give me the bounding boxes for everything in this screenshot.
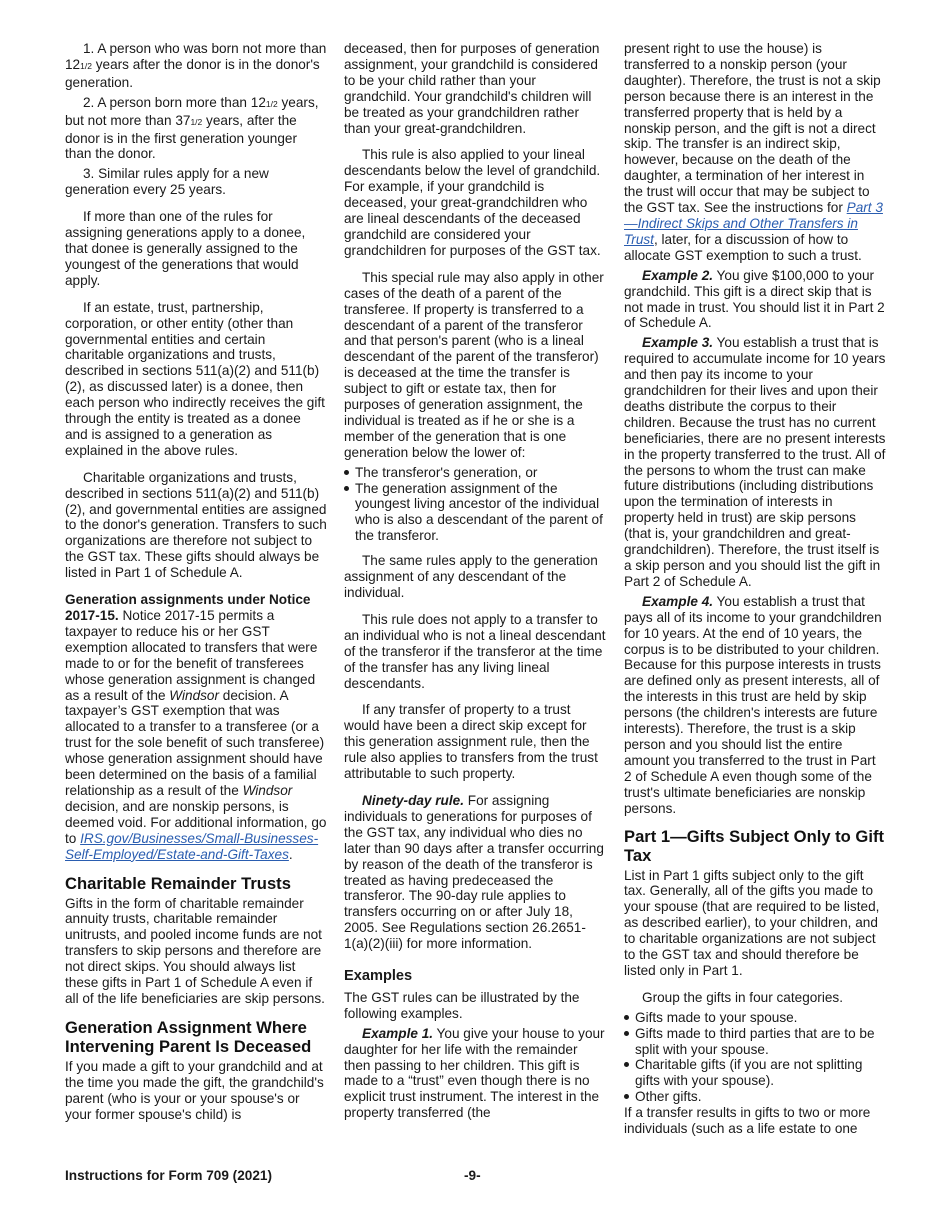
heading-part-1-gifts: Part 1—Gifts Subject Only to Gift Tax [624,826,884,865]
paragraph-any-transfer: If any transfer of property to a trust would have been a direct skip except for this generation assignment rule, then the rule also applies to transfers from the trust attributable to such property. [344,702,598,782]
paragraph-does-not-apply: This rule does not apply to a transfer to an individual who is not a lineal descendant of the transferor if the transferor at the time of the transfer has any living lineal descendants. [344,611,606,691]
paragraph-example-2: Example 2. You give $100,000 to your grandchild. This gift is a direct skip that is not made in trust. You should list it in Part 2 of Schedule A. [624,267,885,331]
paragraph-group-gifts: Group the gifts in four categories. [642,989,843,1005]
irs-estate-gift-taxes-link[interactable]: IRS.gov/Businesses/Small-Businesses-Self-Employed/Estate-and-Gift-Taxes [65,830,319,862]
generation-rule-3: 3. Similar rules apply for a new generation every 25 years. [65,166,269,198]
list-item: Gifts made to your spouse. [624,1010,886,1026]
paragraph-charitable-remainder: Gifts in the form of charitable remainder annuity trusts, charitable remainder unitrusts, and pooled income funds are not transfers to skip persons and therefore are not direct skips. You should always list these gifts in Part 1 of Schedule A even if all of the life beneficiaries are skip persons. [65,895,325,1006]
list-item: Charitable gifts (if you are not splitting gifts with your spouse). [624,1057,886,1089]
list-item: Other gifts. [624,1089,886,1105]
paragraph-example-3: Example 3. You establish a trust that is required to accumulate income for 10 years and then pay its income to your grandchildren for their lives and upon their deaths distribute the corpus to their children. Because the trust has no current beneficiaries, there are no present interests in the property transferred to the trust. All of the persons to whom the trust can make future distributions (including distributions upon the termination of interests in property held in trust) are skip persons (that is, your grandchildren and great-grandchildren). Therefore, the trust itself is a skip person and you should list the gift in Part 2 of Schedule A. [624,335,886,589]
bullet-icon [624,1094,629,1099]
footer-page-number: -9- [464,1168,481,1183]
ninety-day-run-in-heading: Ninety-day rule. [362,792,464,808]
paragraph-notice-2017-15: Generation assignments under Notice 2017-15. Notice 2017-15 permits a taxpayer to reduce his or her GST exemption allocated to transfers that were made to or for the benefit of transferees whose generation assignment is changed as a result of the Windsor decision. A taxpayer’s GST exemption that was allocated to a transfer to a transferee (or a trust for the sole benefit of such transferee) whose generation assignment should have been determined on the basis of a familial relationship as a result of the Windsor decision, and are nonskip persons, is deemed void. For additional information, go to IRS.gov/Businesses/Small-Businesses-Self-Employed/Estate-and-Gift-Taxes. [65,592,327,862]
list-item: The transferor's generation, or [344,465,606,481]
heading-generation-assignment-deceased: Generation Assignment Where Intervening Parent Is Deceased [65,1017,312,1056]
footer-form-title: Instructions for Form 709 (2021) [65,1168,272,1183]
column-3 [624,41,886,1148]
part-3-indirect-skips-link[interactable]: Part 3—Indirect Skips and Other Transfers in Trust [624,200,883,247]
paragraph-grandchild-gift: If you made a gift to your grandchild and at the time you made the gift, the grandchild's parent (who is your or your spouse's or your former spouse's child) is [65,1058,324,1122]
paragraph-part-1: List in Part 1 gifts subject only to the gift tax. Generally, all of the gifts you made to your spouse (that are required to be listed, as described earlier), to your children, and to charitable organizations are not subject to the GST tax and should therefore be listed only in Part 1. [624,867,880,978]
bullet-icon [344,470,349,475]
generation-rule-1: 1. A person who was born not more than 121/2 years after the donor is in the donor's generation. [65,41,327,90]
column-1 [65,41,327,1133]
generation-rule-2: 2. A person born more than 121/2 years, but not more than 371/2 years, after the donor is in the first generation younger than the donor. [65,94,319,162]
paragraph-example-1-continued: present right to use the house) is transferred to a nonskip person (your daughter). Therefore, the trust is not a skip person because there is an interest in the transferred property that is held by a nonskip person, and the gift is not a direct skip. The transfer is an indirect skip, however, because on the death of the daughter, a termination of her interest in the trust will occur that may be subject to the GST tax. See the instructions for Part 3—Indirect Skips and Other Transfers in Trust, later, for a discussion of how to allocate GST exemption to such a trust. [624,41,883,263]
paragraph-same-rules: The same rules apply to the generation assignment of any descendant of the individual. [344,553,598,600]
example-4-label: Example 4. [642,593,714,609]
heading-charitable-remainder-trusts: Charitable Remainder Trusts [65,873,291,893]
paragraph-example-4: Example 4. You establish a trust that pays all of its income to your grandchildren for 10 years. At the end of 10 years, the corpus is to be distributed to your children. Because for this purpose interests in trusts are defined only as present interests, all of the interests in this trust are held by skip persons (the children's interests are future interests). Therefore, the trust is a skip person and you should list the entire amount you transferred to the trust in Part 2 of Schedule A even though some of the trust's ultimate beneficiaries are nonskip persons. [624,593,882,816]
bullet-icon [624,1062,629,1067]
paragraph-entity-donee: If an estate, trust, partnership, corporation, or other entity (other than governmental entities and certain charitable organizations and trusts, described in sections 511(a)(2) and 511(b)(2), as discussed later) is a donee, then each person who indirectly receives the gift through the entity is treated as a donee and is assigned to a generation as explained in the above rules. [65,299,325,458]
bullet-icon [344,486,349,491]
paragraph-multiple-rules: If more than one of the rules for assigning generations apply to a donee, that donee is generally assigned to the youngest of the generations that would apply. [65,209,306,288]
paragraph-transfer-two-or-more: If a transfer results in gifts to two or more individuals (such as a life estate to one [624,1105,871,1137]
bullet-list-generation [344,465,606,545]
bullet-icon [624,1015,629,1020]
example-2-label: Example 2. [642,267,714,283]
paragraph-ninety-day-rule: Ninety-day rule. For assigning individuals to generations for purposes of the GST tax, any individual who dies no later than 90 days after a transfer occurring by reason of the death of the transferor is treated as having predeceased the transferor. The 90-day rule applies to transfers occurring on or after July 18, 2005. See Regulations section 26.2651-1(a)(2)(iii) for more information. [344,792,604,952]
bullet-list-categories [624,1010,886,1105]
example-3-label: Example 3. [642,335,714,351]
paragraph-deceased-continued: deceased, then for purposes of generation assignment, your grandchild is considered to be your child rather than your grandchild. Your grandchild's children will be treated as your grandchildren rather than your great-grandchildren. [344,41,600,136]
paragraph-charitable-orgs: Charitable organizations and trusts, described in sections 511(a)(2) and 511(b)(2), and governmental entities are assigned to the donor's generation. Transfers to such organizations are therefore not subject to the GST tax. These gifts should always be listed in Part 1 of Schedule A. [65,469,327,581]
notice-run-in-heading: Generation assignments under Notice 2017-15. [65,592,311,623]
paragraph-example-1: Example 1. You give your house to your daughter for her life with the remainder then passing to her children. This gift is made to a “trust” even though there is no explicit trust instrument. The interest in the property transferred (the [344,1025,605,1121]
example-1-label: Example 1. [362,1025,434,1041]
list-item: The generation assignment of the youngest living ancestor of the individual who is also a descendant of the parent of the transferor. [344,481,606,545]
column-2 [344,41,606,1132]
list-item: Gifts made to third parties that are to be split with your spouse. [624,1026,886,1058]
paragraph-examples-intro: The GST rules can be illustrated by the following examples. [344,989,580,1021]
bullet-icon [624,1031,629,1036]
paragraph-special-rule: This special rule may also apply in other cases of the death of a parent of the transferee. If property is transferred to a descendant of a parent of the transferor and that person's parent (who is a lineal descendant of the parent of the transferor) is deceased at the time the transfer is subject to gift or estate tax, then for purposes of generation assignment, the individual is treated as if he or she is a member of the generation that is one generation below the lower of: [344,269,604,460]
paragraph-lineal-descendants: This rule is also applied to your lineal descendants below the level of grandchild. For example, if your grandchild is deceased, your great-grandchildren who are lineal descendants of the deceased grandchild are considered your grandchildren for purposes of the GST tax. [344,147,601,258]
heading-examples: Examples [344,968,413,985]
